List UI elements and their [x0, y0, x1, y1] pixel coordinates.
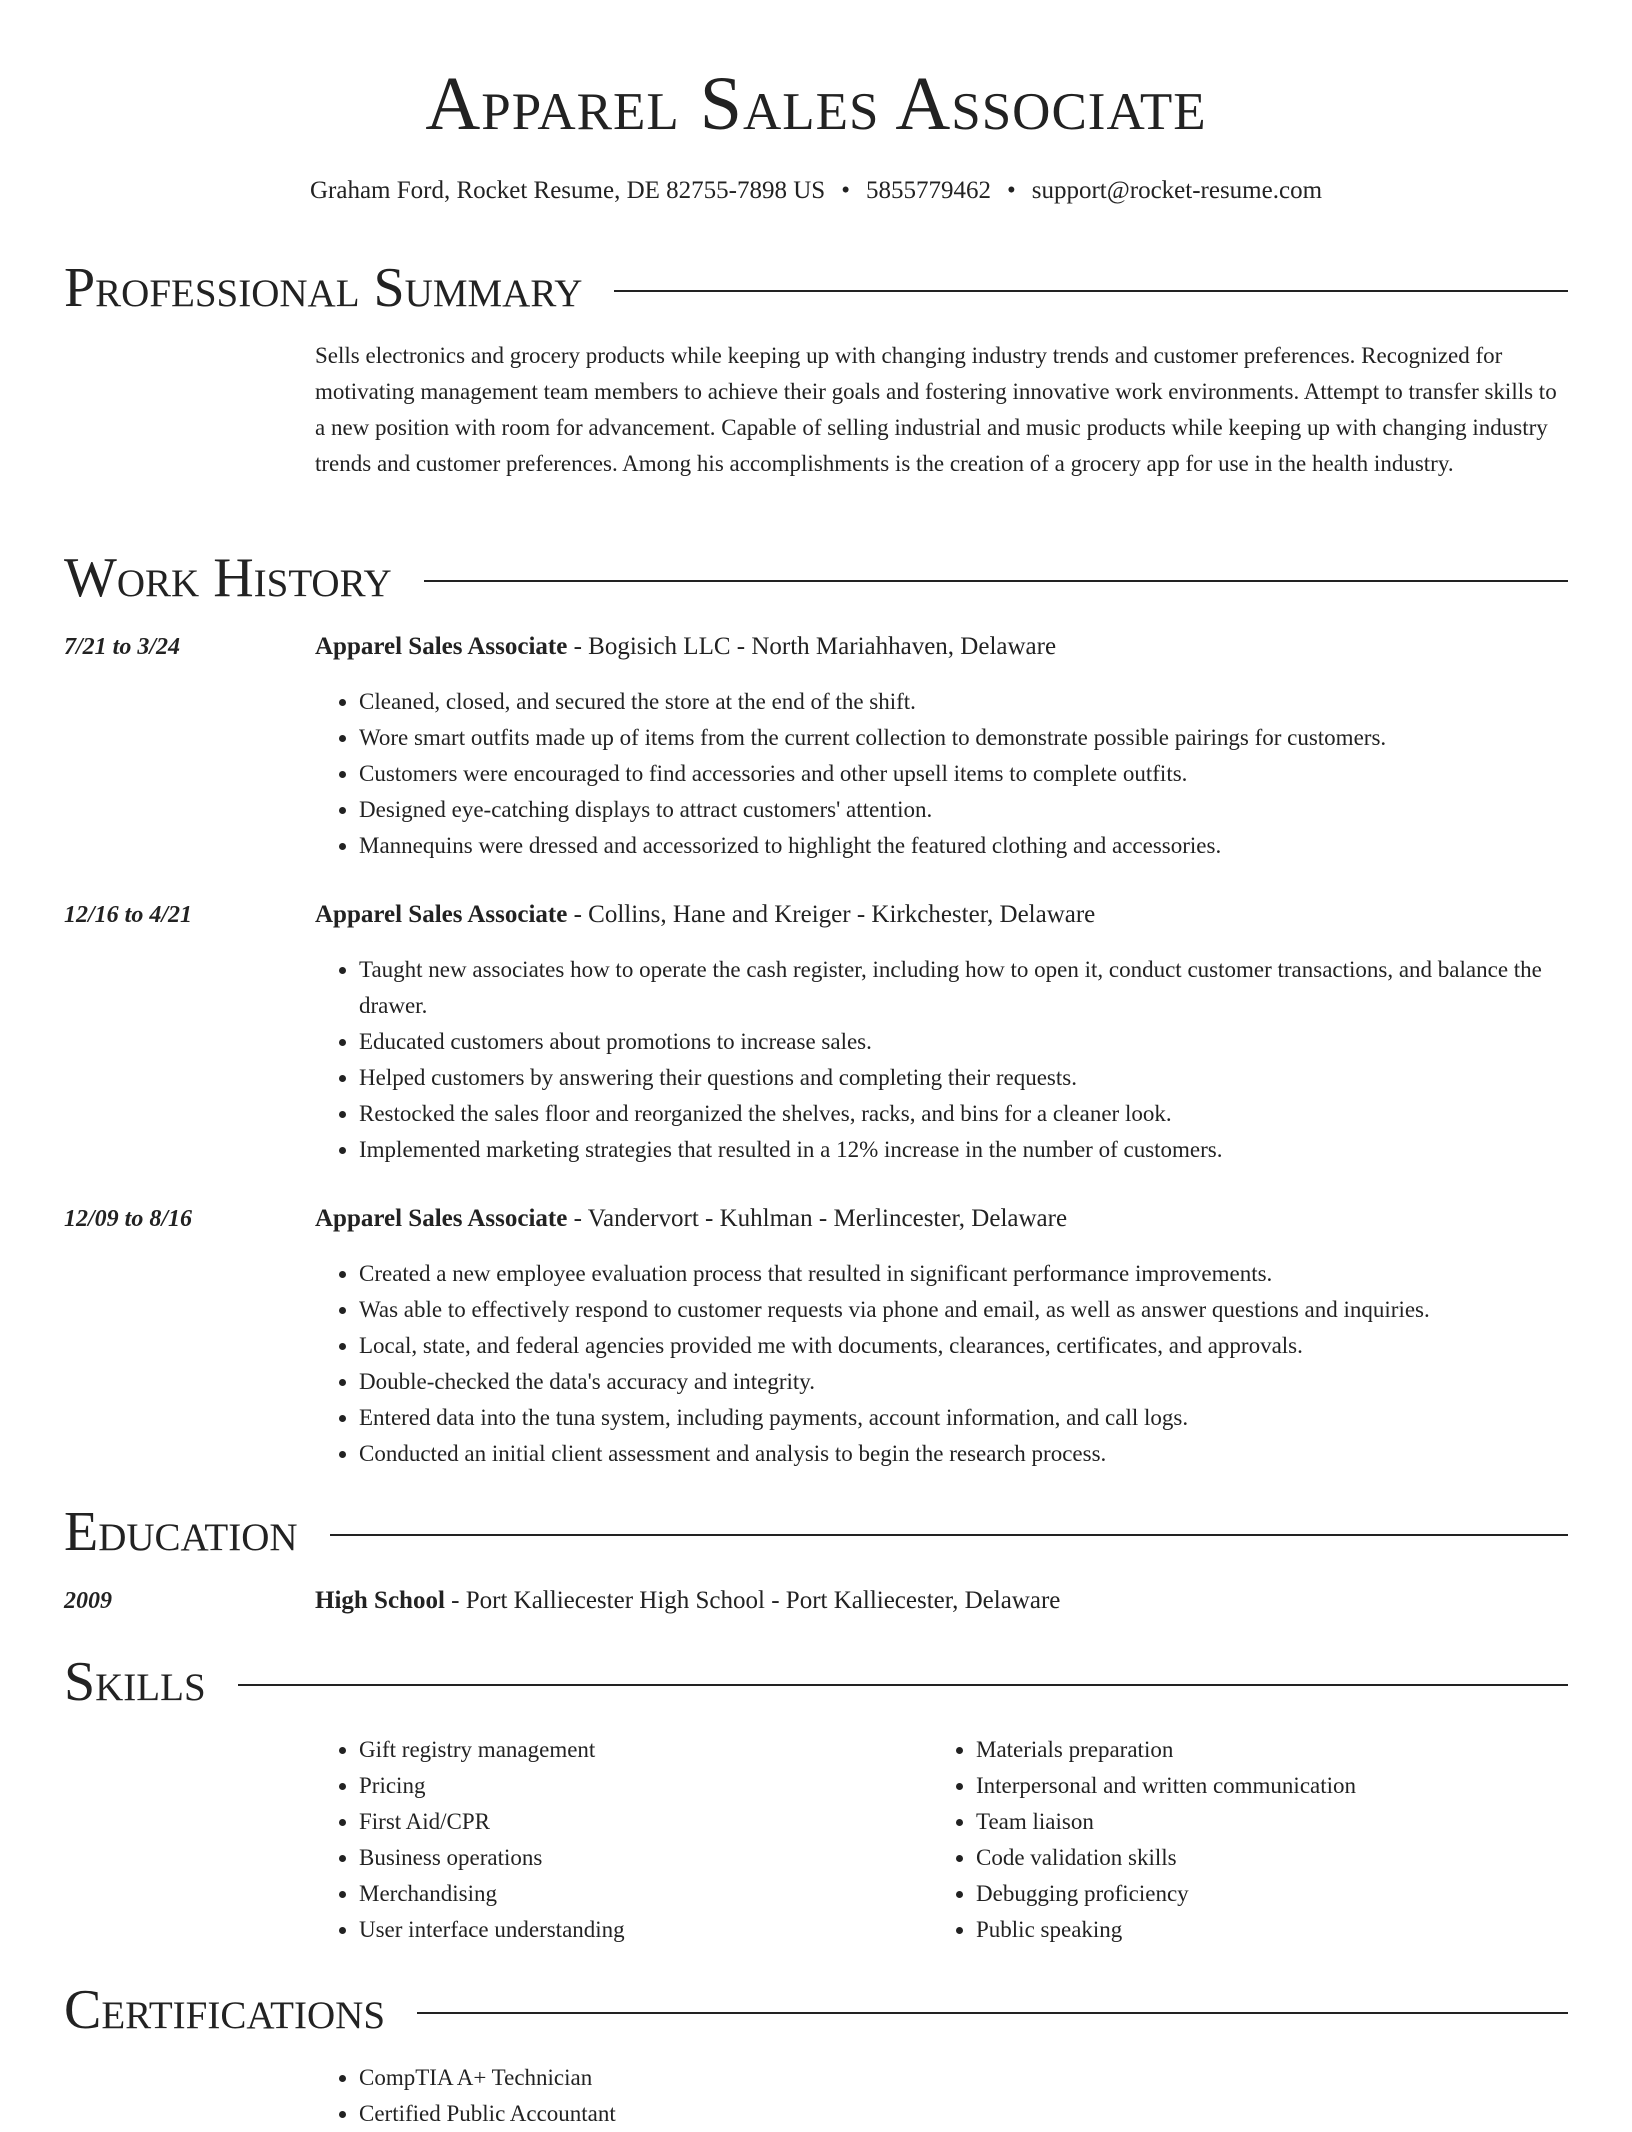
list-item: • Restocked the sales floor and reorganized the shelves, racks, and bins for a cleaner look.: [359, 1096, 1569, 1132]
skills-list-right: [932, 1732, 1569, 1948]
section-divider: [238, 1684, 1568, 1686]
section-divider: [614, 290, 1568, 292]
list-item: • Taught new associates how to operate the cash register, including how to open it, conduct customer transactions, and balance the drawer.: [359, 952, 1569, 1024]
list-item: • Code validation skills: [976, 1840, 1569, 1876]
list-item: • Certified Public Accountant: [359, 2096, 1569, 2132]
list-item: • Materials preparation: [976, 1732, 1569, 1768]
list-item: • Interpersonal and written communication: [976, 1768, 1569, 1804]
contact-line: [0, 174, 1632, 208]
job-details: - Bogisich LLC - North Mariahhaven, Delaware: [567, 633, 1057, 660]
section-divider: [424, 580, 1568, 582]
list-item: • Customers were encouraged to find accessories and other upsell items to complete outfits.: [359, 756, 1569, 792]
education-year: 2009: [64, 1588, 112, 1614]
section-title: Professional Summary: [64, 257, 583, 319]
list-item: • Merchandising: [359, 1876, 875, 1912]
list-item: • Debugging proficiency: [976, 1876, 1569, 1912]
section-heading-summary: [64, 256, 1568, 320]
list-item: • Business operations: [359, 1840, 875, 1876]
job-details: - Vandervort - Kuhlman - Merlincester, Delaware: [567, 1205, 1068, 1232]
list-item: • Designed eye-catching displays to attract customers' attention.: [359, 792, 1569, 828]
list-item: • Conducted an initial client assessment and analysis to begin the research process.: [359, 1436, 1569, 1472]
section-divider: [330, 1534, 1568, 1536]
list-item: • Created a new employee evaluation process that resulted in significant performance improvements.: [359, 1256, 1569, 1292]
job-bullets: [315, 952, 1569, 1168]
job-details: - Collins, Hane and Kreiger - Kirkchester, Delaware: [567, 901, 1096, 928]
list-item: • CompTIA A+ Technician: [359, 2060, 1569, 2096]
job-dates: 12/09 to 8/16: [64, 1206, 193, 1232]
list-item: • Helped customers by answering their questions and completing their requests.: [359, 1060, 1569, 1096]
job-title: Apparel Sales Associate: [315, 1205, 568, 1232]
job-heading: [315, 630, 1569, 664]
summary-text: Sells electronics and grocery products while keeping up with changing industry trends and customer preferences. Recognized for motivating management team members to achieve their goals and fostering innovative work environments. Attempt to transfer skills to a new position with room for advancement. Capable of selling industrial and music products while keeping up with changing industry trends and customer preferences. Among his accomplishments is the creation of a grocery app for use in the health industry.: [315, 343, 1557, 476]
list-item: • Wore smart outfits made up of items from the current collection to demonstrate possible pairings for customers.: [359, 720, 1569, 756]
contact-phone: 5855779462: [865, 177, 991, 204]
list-item: • Pricing: [359, 1768, 875, 1804]
section-heading-certifications: [64, 1978, 1568, 2042]
list-item: • Entered data into the tuna system, including payments, account information, and call logs.: [359, 1400, 1569, 1436]
list-item: • Public speaking: [976, 1912, 1569, 1948]
job-bullets: [315, 1256, 1569, 1472]
job-heading: [315, 1202, 1569, 1236]
list-item: • Team liaison: [976, 1804, 1569, 1840]
section-heading-education: [64, 1500, 1568, 1564]
list-item: • Double-checked the data's accuracy and integrity.: [359, 1364, 1569, 1400]
section-heading-skills: [64, 1650, 1568, 1714]
certifications-list: [315, 2060, 1569, 2132]
contact-separator: •: [841, 177, 850, 204]
job-dates: 12/16 to 4/21: [64, 902, 193, 928]
section-title: Work History: [64, 547, 392, 609]
resume-title: Apparel Sales Associate: [425, 62, 1207, 146]
education-degree: High School: [315, 1587, 445, 1614]
list-item: • Cleaned, closed, and secured the store at the end of the shift.: [359, 684, 1569, 720]
list-item: • Mannequins were dressed and accessorized to highlight the featured clothing and accessories.: [359, 828, 1569, 864]
section-title: Skills: [64, 1651, 206, 1713]
education-details: - Port Kalliecester High School - Port Kalliecester, Delaware: [444, 1587, 1061, 1614]
section-title: Certifications: [64, 1979, 386, 2041]
list-item: • Gift registry management: [359, 1732, 875, 1768]
contact-separator: •: [1006, 177, 1016, 204]
list-item: • Implemented marketing strategies that resulted in a 12% increase in the number of customers.: [359, 1132, 1569, 1168]
job-heading: [315, 898, 1569, 932]
job-title: Apparel Sales Associate: [315, 633, 568, 660]
job-title: Apparel Sales Associate: [315, 901, 568, 928]
section-divider: [417, 2012, 1568, 2014]
job-bullets: [315, 684, 1569, 864]
list-item: • User interface understanding: [359, 1912, 875, 1948]
list-item: • Local, state, and federal agencies provided me with documents, clearances, certificates, and approvals.: [359, 1328, 1569, 1364]
education-heading: [315, 1584, 1569, 1618]
list-item: • Was able to effectively respond to customer requests via phone and email, as well as answer questions and inquiries.: [359, 1292, 1569, 1328]
list-item: • First Aid/CPR: [359, 1804, 875, 1840]
skills-list-left: [315, 1732, 875, 1948]
contact-address: Graham Ford, Rocket Resume, DE 82755-7898 US: [309, 177, 826, 204]
section-title: Education: [64, 1501, 298, 1563]
job-dates: 7/21 to 3/24: [64, 634, 181, 660]
section-heading-work: [64, 546, 1568, 610]
list-item: • Educated customers about promotions to increase sales.: [359, 1024, 1569, 1060]
contact-email: support@rocket-resume.com: [1031, 177, 1323, 204]
